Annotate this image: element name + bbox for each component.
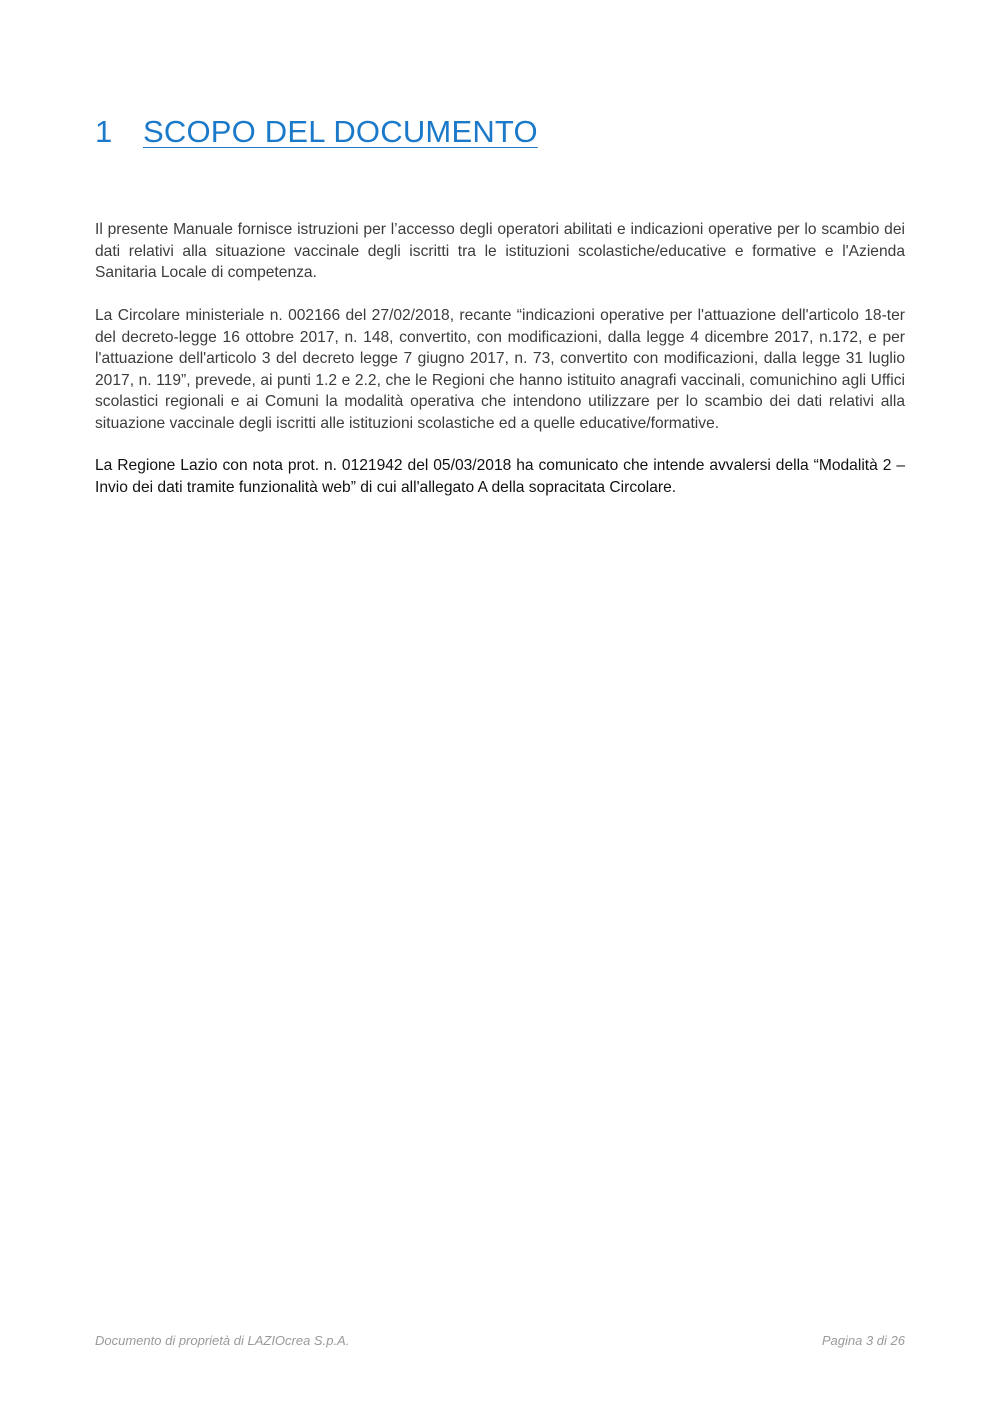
paragraph-circolare: La Circolare ministeriale n. 002166 del 27/02/2018, recante “indicazioni operative per l'attuazione dell'articolo 18-ter del decreto-legge 16 ottobre 2017, n. 148, convertito, con modificazioni, dalla legge 4 dicembre 2017, n.172, e per l'attuazione dell'articolo 3 del decreto legge 7 giugno 2017, n. 73, convertito con modificazioni, dalla legge 31 luglio 2017, n. 119”, prevede, ai punti 1.2 e 2.2, che le Regioni che hanno istituito anagrafi vaccinali, comunichino agli Uffici scolastici regionali e ai Comuni la modalità operativa che intendono utilizzare per lo scambio dei dati relativi alla situazione vaccinale degli iscritti alle istituzioni scolastiche ed a quelle educative/formative. <box>95 307 905 432</box>
footer-page-number: Pagina 3 di 26 <box>821 1333 905 1348</box>
paragraph-intro: Il presente Manuale fornisce istruzioni per l’accesso degli operatori abilitati e indicazioni operative per lo scambio dei dati relativi alla situazione vaccinale degli iscritti tra le istituzioni scolastiche/educative e formative e l'Azienda Sanitaria Locale di competenza. <box>95 221 905 281</box>
footer-ownership: Documento di proprietà di LAZIOcrea S.p.A. <box>95 1333 350 1348</box>
section-heading <box>95 114 538 150</box>
section-title: SCOPO DEL DOCUMENTO <box>143 114 538 149</box>
section-number: 1 <box>95 114 113 149</box>
paragraph-regione-lazio: La Regione Lazio con nota prot. n. 0121942 del 05/03/2018 ha comunicato che intende avvalersi della “Modalità 2 – Invio dei dati tramite funzionalità web” di cui all'allegato A della sopracitata Circolare. <box>95 457 905 496</box>
